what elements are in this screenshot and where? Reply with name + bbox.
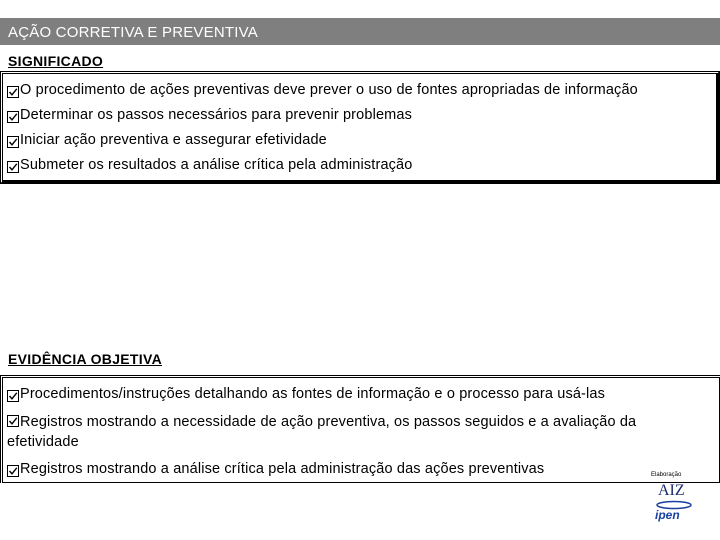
evidencia-item [7, 384, 697, 404]
significado-item-text: Submeter os resultados a análise crítica pela administração [20, 157, 413, 173]
logo-caption: Elaboração [651, 472, 682, 478]
ipen-logo [649, 470, 699, 524]
significado-heading: SIGNIFICADO [8, 53, 104, 69]
significado-item [7, 80, 697, 100]
checked-box-icon [7, 388, 19, 400]
checked-box-icon [7, 463, 19, 475]
checked-box-icon [7, 109, 19, 121]
checked-box-icon [7, 84, 19, 96]
significado-item [7, 155, 697, 175]
slide-title: AÇÃO CORRETIVA E PREVENTIVA [0, 18, 720, 45]
evidencia-item-text: Registros mostrando a análise crítica pela administração das ações preventivas [20, 461, 545, 477]
significado-item-text: Iniciar ação preventiva e assegurar efetividade [20, 132, 327, 148]
evidencia-heading: EVIDÊNCIA OBJETIVA [8, 351, 162, 367]
evidencia-item-text: Registros mostrando a necessidade de ação preventiva, os passos seguidos e a avaliação da efetividade [7, 414, 637, 450]
checked-box-icon [7, 134, 19, 146]
significado-item-text: O procedimento de ações preventivas deve prever o uso de fontes apropriadas de informação [20, 82, 638, 98]
significado-item [7, 130, 697, 150]
evidencia-item-text: Procedimentos/instruções detalhando as fontes de informação e o processo para usá-las [20, 386, 606, 402]
evidencia-item [7, 459, 607, 479]
checked-box-icon [7, 159, 19, 171]
logo-mark: AIZ [658, 482, 685, 499]
significado-item-text: Determinar os passos necessários para prevenir problemas [20, 107, 413, 123]
checked-box-icon [7, 413, 19, 425]
significado-item [7, 105, 697, 125]
logo-brand: ipen [655, 508, 680, 522]
evidencia-item [7, 412, 697, 452]
